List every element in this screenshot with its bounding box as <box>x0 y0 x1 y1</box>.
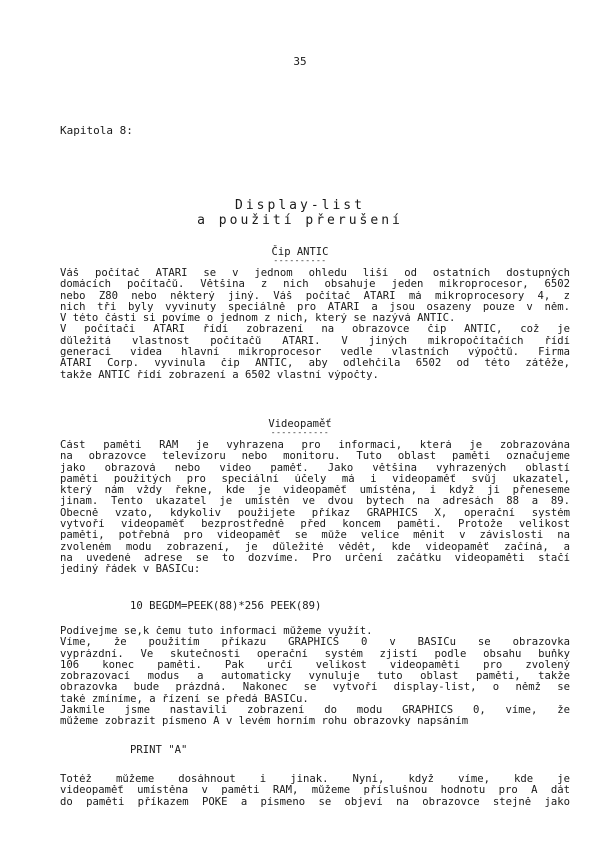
text-line: V počítači ATARI řídí zobrazení na obrazovce čip ANTIC, což je <box>60 324 570 336</box>
title-line-2: a použití přerušení <box>197 213 403 228</box>
text-line: do paměti příkazem POKE a písmeno se objeví na obrazovce stejně jako <box>60 796 570 808</box>
section-heading-text: Čip ANTIC <box>271 246 329 258</box>
basic-code-line: 10 BEGDM=PEEK(88)*256 PEEK(89) <box>130 600 322 612</box>
text-line: Totéž můžeme dosáhnout i jinak. Nyní, když víme, kde je <box>60 774 570 785</box>
text-line: videopaměť umístěna v paměti RAM, můžeme příslušnou hodnotu pro A dát <box>60 785 570 797</box>
text-line: nebo Z80 nebo některý jiný. Váš počítač ATARI má mikroprocesory 4, z <box>60 290 570 302</box>
text-line: V této části si povíme o jednom z nich, který se nazývá ANTIC. <box>60 313 456 325</box>
text-line: Víme, že použitím příkazu GRAPHICS 0 v BASICu se obrazovka <box>60 637 570 649</box>
heading-underline: ---------- <box>273 256 327 265</box>
text-line: takže ANTIC řídí zobrazení a 6502 vlastní výpočty. <box>60 369 379 381</box>
text-line: paměti, potřebná pro videopaměť se může velice měnit v závislosti na <box>60 530 570 542</box>
text-line: generaci videa hlavní mikroprocesor vedle vlastních výpočtů. Firma <box>60 347 570 359</box>
text-line: Obecně vzato, kdykoliv použijete příkaz GRAPHICS X, operační systém <box>60 507 570 519</box>
text-line: vyprázdní. Ve skutečnosti operační systém zjistí podle obsahu buňky <box>60 648 570 660</box>
chapter-label: Kapitola 8: <box>60 124 133 137</box>
text-line: také zmíníme, a řízení se předá BASICu. <box>60 693 309 705</box>
text-line: zvoleném modu zobrazení, je důležité vědět, kde videopaměť začíná, a <box>60 541 570 553</box>
text-line: můžeme zobrazit písmeno A v levém horním rohu obrazovky napsáním <box>60 716 469 728</box>
text-line: obrazovka bude prázdná. Nakonec se vytvoří display-list, o němž se <box>60 682 570 694</box>
paragraph-poke <box>60 774 570 808</box>
title-line-1: Display-list <box>235 198 365 213</box>
text-line: jako obrazová nebo video paměť. Jako většina vyhrazených oblastí <box>60 462 570 474</box>
text-line: nich tři byly vyvinuty speciálně pro ATARI a jsou osazeny pouze v něm. <box>60 301 570 313</box>
text-line: paměti použitých pro speciální účely má i videopaměť svůj ukazatel, <box>60 473 570 485</box>
text-line: který nám vždy řekne, kde je videopaměť umístěna, i když ji přeneseme <box>60 485 570 497</box>
page-number: 35 <box>293 55 307 68</box>
basic-code-line: PRINT "A" <box>130 744 188 756</box>
text-line: ATARI Corp. vyvinula čip ANTIC, aby odlehčila 6502 od této zátěže, <box>60 358 570 370</box>
text-line: na uvedené adrese se to dozvíme. Pro určení začátku videopaměti stačí <box>60 552 570 564</box>
heading-underline: ----------- <box>270 428 330 437</box>
text-line: 106 konec paměti. Pak určí velikost videopaměti pro zvolený <box>60 659 570 671</box>
text-line: na obrazovce televizoru nebo monitoru. Tuto oblast paměti označujeme <box>60 451 570 463</box>
text-line: Jakmile jsme nastavili zobrazení do modu GRAPHICS 0, víme, že <box>60 705 570 717</box>
text-line: Váš počítač ATARI se v jednom ohledu liší od ostatních dostupných <box>60 268 570 279</box>
text-line: zobrazovací modus a automaticky vynuluje tuto oblast paměti, takže <box>60 671 570 683</box>
section-heading-antic <box>0 246 600 264</box>
section-heading-text: Videopaměť <box>268 418 332 430</box>
text-line: důležitá vlastnost počítačů ATARI. V jiných mikropočítačích řídí <box>60 335 570 347</box>
text-line: Podívejme se,k čemu tuto informaci můžeme využít. <box>60 626 373 637</box>
paragraph-graphics <box>60 626 570 728</box>
paragraph-videopamet <box>60 440 570 576</box>
text-line: jediný řádek v BASICu: <box>60 564 201 576</box>
text-line: vytvoří videopaměť bezprostředně před koncem paměti. Protože velikost <box>60 519 570 531</box>
text-line: Část paměti RAM je vyhrazena pro informaci, která je zobrazována <box>60 440 570 451</box>
chapter-title <box>0 198 600 228</box>
text-line: domácích počítačů. Většina z nich obsahuje jeden mikroprocesor, 6502 <box>60 279 570 291</box>
text-line: jinam. Tento ukazatel je umístěn ve dvou bytech na adresách 88 a 89. <box>60 496 570 508</box>
section-heading-videopamet <box>0 418 600 436</box>
paragraph-antic <box>60 268 570 381</box>
